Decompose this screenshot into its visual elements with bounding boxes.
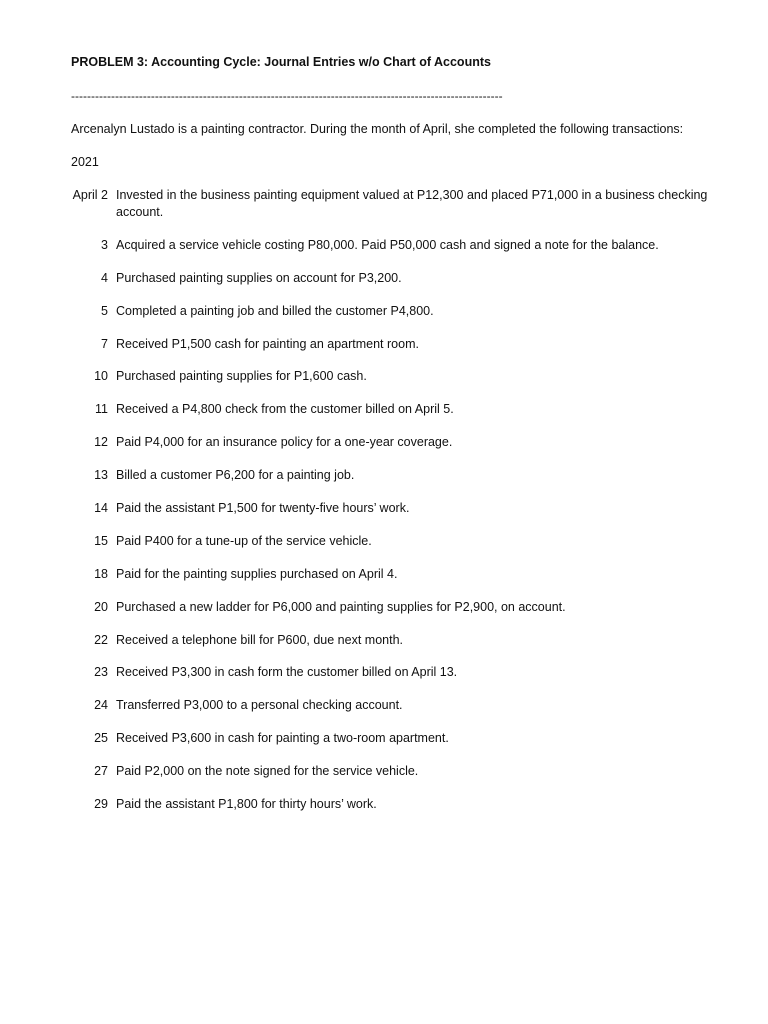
transaction-date: 24 xyxy=(94,698,108,713)
transaction-row xyxy=(71,599,721,616)
transaction-text: Paid P2,000 on the note signed for the service vehicle. xyxy=(116,764,419,779)
transaction-date: 7 xyxy=(101,336,108,351)
transaction-date: 18 xyxy=(94,566,108,581)
transaction-row xyxy=(71,500,721,517)
transaction-text: Received a telephone bill for P600, due next month. xyxy=(116,632,403,647)
transaction-text: Received P1,500 cash for painting an apartment room. xyxy=(116,336,419,351)
transaction-row xyxy=(71,796,721,813)
transaction-text: Purchased a new ladder for P6,000 and painting supplies for P2,900, on account. xyxy=(116,599,566,614)
transaction-text: Paid P4,000 for an insurance policy for a one-year coverage. xyxy=(116,435,453,450)
transaction-date: 5 xyxy=(101,303,108,318)
transaction-text: Purchased painting supplies for P1,600 cash. xyxy=(116,369,367,384)
transaction-text: Paid the assistant P1,800 for thirty hours’ work. xyxy=(116,797,377,812)
transaction-text: Received P3,300 in cash form the customer billed on April 13. xyxy=(116,665,458,680)
transaction-row xyxy=(71,434,721,451)
transaction-text: Invested in the business painting equipment valued at P12,300 and placed P71,000 in a business checking account. xyxy=(116,188,708,219)
transaction-row xyxy=(71,336,721,353)
transaction-date: 13 xyxy=(94,468,108,483)
transaction-date: 22 xyxy=(94,632,108,647)
transaction-date: 4 xyxy=(101,270,108,285)
transaction-date: 11 xyxy=(95,402,108,417)
transaction-date: 27 xyxy=(94,764,108,779)
transaction-row xyxy=(71,270,721,287)
transaction-row xyxy=(71,730,721,747)
transaction-list xyxy=(71,187,721,829)
transaction-text: Purchased painting supplies on account for P3,200. xyxy=(116,270,402,285)
transaction-date: 3 xyxy=(101,237,108,252)
transaction-text: Paid P400 for a tune-up of the service vehicle. xyxy=(116,533,372,548)
transaction-row xyxy=(71,566,721,583)
transaction-date: 23 xyxy=(94,665,108,680)
transaction-date: 12 xyxy=(94,435,108,450)
transaction-row xyxy=(71,632,721,649)
transaction-text: Paid for the painting supplies purchased on April 4. xyxy=(116,566,398,581)
transaction-row xyxy=(71,763,721,780)
transaction-text: Billed a customer P6,200 for a painting job. xyxy=(116,468,355,483)
transaction-row xyxy=(71,697,721,714)
transaction-date: 15 xyxy=(94,533,108,548)
problem-title: PROBLEM 3: Accounting Cycle: Journal Entries w/o Chart of Accounts xyxy=(71,55,491,69)
transaction-row xyxy=(71,303,721,320)
intro-paragraph: Arcenalyn Lustado is a painting contractor. During the month of April, she completed the following transactions: xyxy=(71,122,684,136)
transaction-date: 20 xyxy=(94,599,108,614)
transaction-date: 14 xyxy=(94,501,108,516)
transaction-date: April 2 xyxy=(72,188,108,202)
transaction-row xyxy=(71,467,721,484)
transaction-text: Received P3,600 in cash for painting a two-room apartment. xyxy=(116,731,449,746)
year-label: 2021 xyxy=(71,155,99,169)
transaction-text: Received a P4,800 check from the customer billed on April 5. xyxy=(116,402,454,417)
transaction-text: Transferred P3,000 to a personal checking account. xyxy=(116,698,403,713)
transaction-row xyxy=(71,664,721,681)
transaction-date: 29 xyxy=(94,797,108,812)
transaction-text: Acquired a service vehicle costing P80,000. Paid P50,000 cash and signed a note for the balance. xyxy=(116,237,659,252)
transaction-date: 25 xyxy=(94,731,108,746)
transaction-row xyxy=(71,401,721,418)
divider-line: ------------------------------------------------------------------------------------------------------------ xyxy=(71,89,503,103)
transaction-row xyxy=(71,237,721,254)
transaction-row xyxy=(71,533,721,550)
transaction-row xyxy=(71,368,721,385)
transaction-text: Completed a painting job and billed the customer P4,800. xyxy=(116,303,434,318)
transaction-row xyxy=(71,187,721,221)
transaction-date: 10 xyxy=(94,369,108,384)
transaction-text: Paid the assistant P1,500 for twenty-five hours’ work. xyxy=(116,501,410,516)
